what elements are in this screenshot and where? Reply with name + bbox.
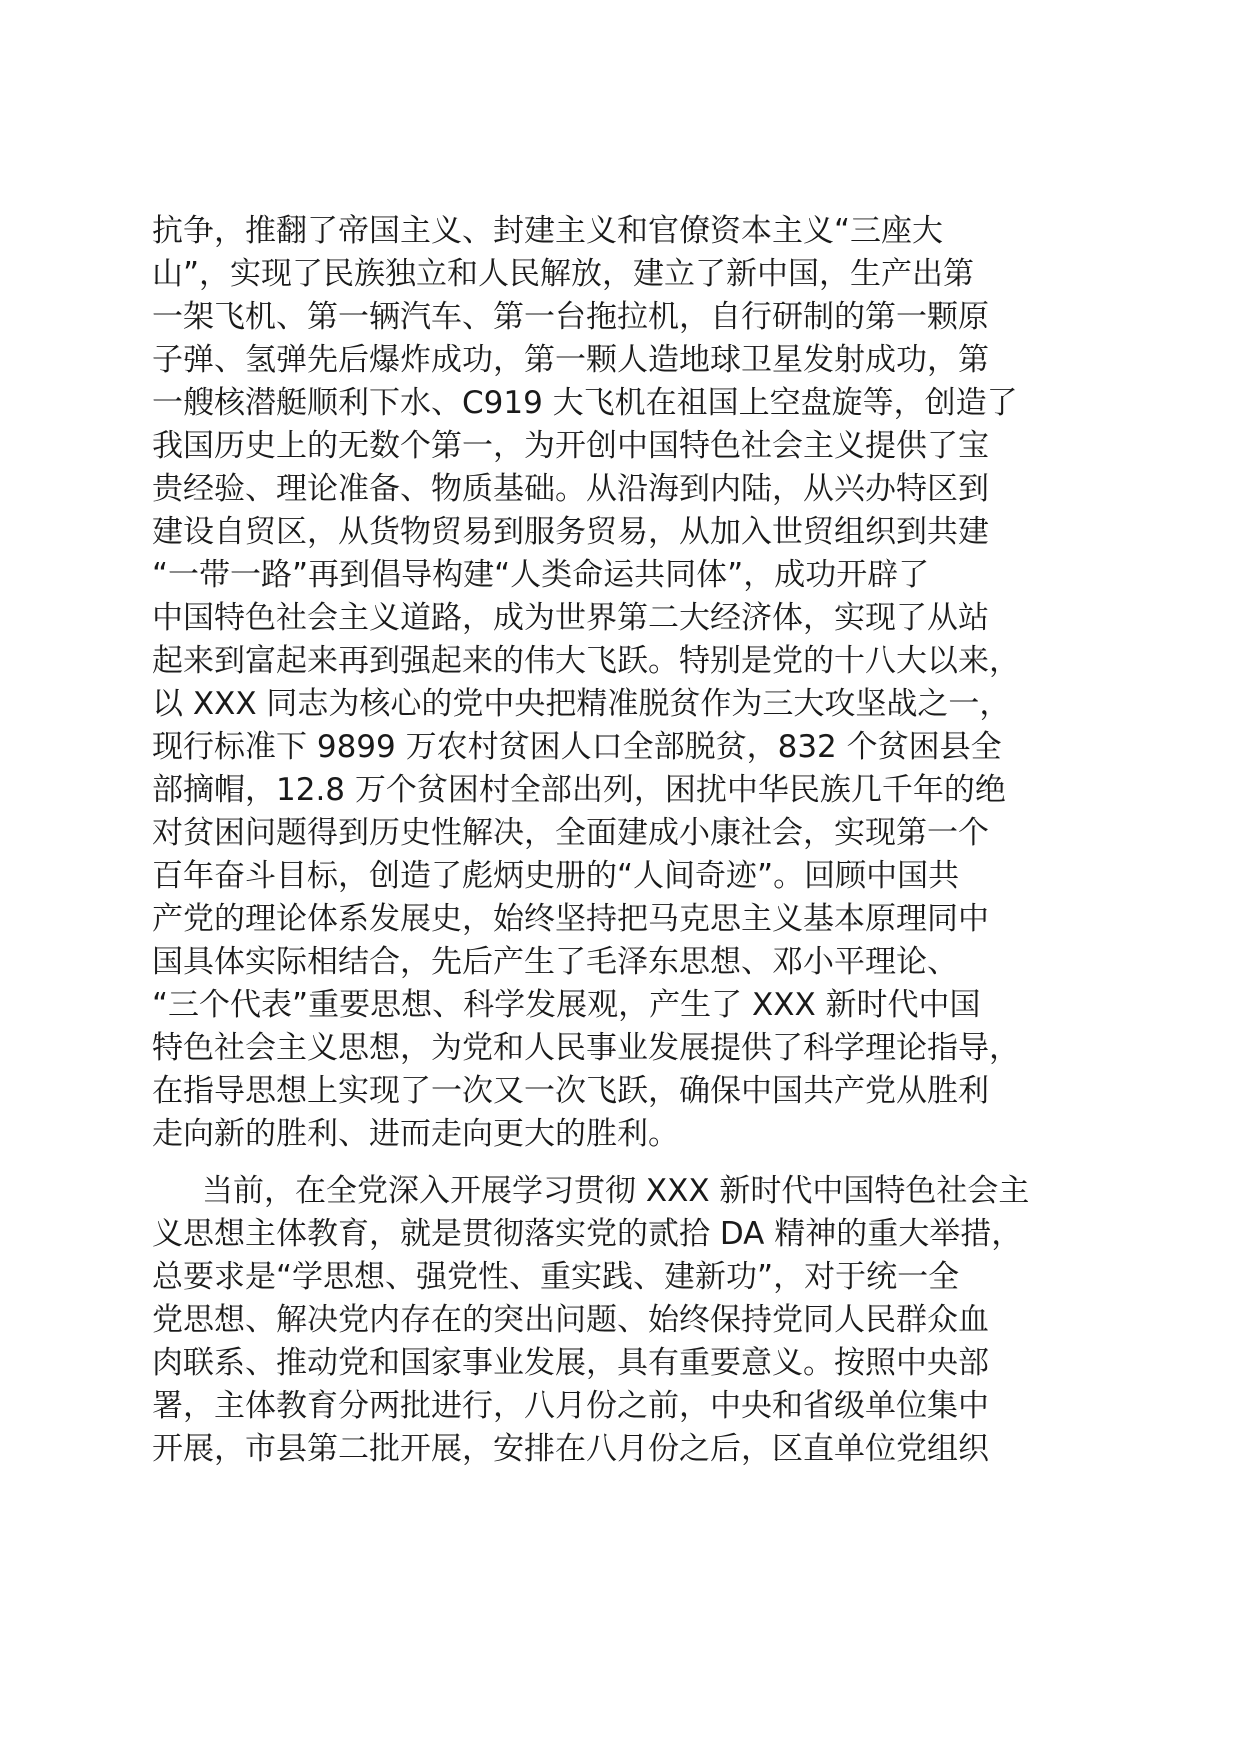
text-line: 山”，实现了民族独立和人民解放，建立了新中国，生产出第 xyxy=(152,256,975,292)
text-line-first: 当前，在全党深入开展学习贯彻 XXX 新时代中国特色社会主 xyxy=(202,1173,1030,1209)
text-line: 子弹、氢弹先后爆炸成功，第一颗人造地球卫星发射成功，第 xyxy=(152,342,989,378)
text-line: 我国历史上的无数个第一，为开创中国特色社会主义提供了宝 xyxy=(152,428,989,464)
paragraph-1 xyxy=(152,210,1112,1156)
text-line: 一架飞机、第一辆汽车、第一台拖拉机，自行研制的第一颗原 xyxy=(152,299,989,335)
paragraph-2 xyxy=(152,1170,1112,1471)
text-line: 现行标准下 9899 万农村贫困人口全部脱贫，832 个贫困县全 xyxy=(152,729,1002,765)
text-line: 署，主体教育分两批进行，八月份之前，中央和省级单位集中 xyxy=(152,1388,989,1424)
text-line: 抗争，推翻了帝国主义、封建主义和官僚资本主义“三座大 xyxy=(152,213,944,249)
text-line: 中国特色社会主义道路，成为世界第二大经济体，实现了从站 xyxy=(152,600,989,636)
text-line: 以 XXX 同志为核心的党中央把精准脱贫作为三大攻坚战之一， xyxy=(152,686,1011,722)
text-line: 肉联系、推动党和国家事业发展，具有重要意义。按照中央部 xyxy=(152,1345,989,1381)
text-line: 起来到富起来再到强起来的伟大飞跃。特别是党的十八大以来， xyxy=(152,643,1020,679)
text-line: 开展，市县第二批开展，安排在八月份之后，区直单位党组织 xyxy=(152,1431,989,1467)
text-line: 义思想主体教育，就是贯彻落实党的贰拾 DA 精神的重大举措， xyxy=(152,1216,1023,1252)
text-line: 在指导思想上实现了一次又一次飞跃，确保中国共产党从胜利 xyxy=(152,1073,989,1109)
text-line: 百年奋斗目标，创造了彪炳史册的“人间奇迹”。回顾中国共 xyxy=(152,858,960,894)
text-line: 总要求是“学思想、强党性、重实践、建新功”，对于统一全 xyxy=(152,1259,960,1295)
text-line: 走向新的胜利、进而走向更大的胜利。 xyxy=(152,1116,679,1152)
document-body xyxy=(152,210,1112,1471)
text-line: 部摘帽，12.8 万个贫困村全部出列，困扰中华民族几千年的绝 xyxy=(152,772,1006,808)
paragraph-spacing xyxy=(152,1156,1112,1170)
text-line: “三个代表”重要思想、科学发展观，产生了 XXX 新时代中国 xyxy=(152,987,981,1023)
text-line: 贵经验、理论准备、物质基础。从沿海到内陆，从兴办特区到 xyxy=(152,471,989,507)
text-line: 一艘核潜艇顺利下水、C919 大飞机在祖国上空盘旋等，创造了 xyxy=(152,385,1018,421)
text-line: 国具体实际相结合，先后产生了毛泽东思想、邓小平理论、 xyxy=(152,944,958,980)
text-line: 建设自贸区，从货物贸易到服务贸易，从加入世贸组织到共建 xyxy=(152,514,989,550)
text-line: “一带一路”再到倡导构建“人类命运共同体”，成功开辟了 xyxy=(152,557,930,593)
text-line: 对贫困问题得到历史性解决，全面建成小康社会，实现第一个 xyxy=(152,815,989,851)
text-line: 产党的理论体系发展史，始终坚持把马克思主义基本原理同中 xyxy=(152,901,989,937)
text-line: 党思想、解决党内存在的突出问题、始终保持党同人民群众血 xyxy=(152,1302,989,1338)
text-line: 特色社会主义思想，为党和人民事业发展提供了科学理论指导， xyxy=(152,1030,1020,1066)
